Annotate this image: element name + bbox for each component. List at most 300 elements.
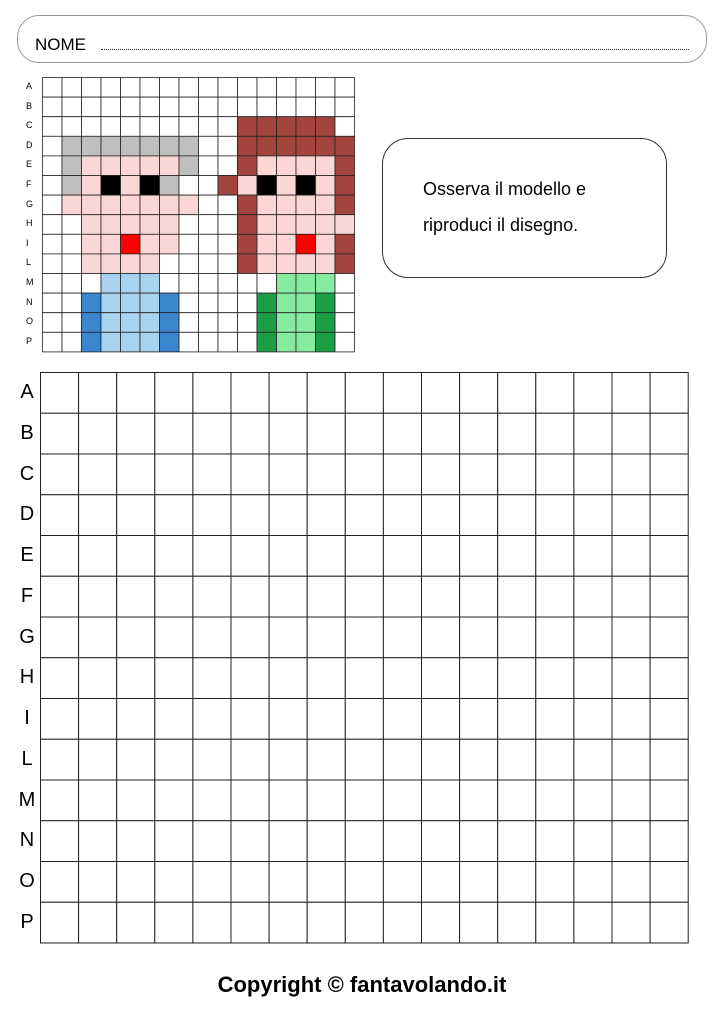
drawing-cell[interactable] bbox=[650, 536, 688, 577]
drawing-cell[interactable] bbox=[269, 821, 307, 862]
drawing-cell[interactable] bbox=[574, 862, 612, 903]
drawing-cell[interactable] bbox=[193, 862, 231, 903]
drawing-cell[interactable] bbox=[193, 576, 231, 617]
drawing-cell[interactable] bbox=[536, 536, 574, 577]
drawing-cell[interactable] bbox=[650, 454, 688, 495]
name-label: NOME bbox=[35, 35, 86, 54]
drawing-cell[interactable] bbox=[536, 617, 574, 658]
drawing-cell[interactable] bbox=[383, 536, 421, 577]
drawing-cell[interactable] bbox=[460, 821, 498, 862]
model-cell bbox=[316, 117, 336, 137]
drawing-cell[interactable] bbox=[650, 373, 688, 414]
drawing-cell[interactable] bbox=[536, 413, 574, 454]
drawing-cell[interactable] bbox=[269, 413, 307, 454]
model-cell bbox=[82, 274, 102, 294]
model-row-label: C bbox=[26, 120, 33, 131]
drawing-cell[interactable] bbox=[155, 413, 193, 454]
drawing-cell[interactable] bbox=[307, 495, 345, 536]
drawing-cell[interactable] bbox=[498, 739, 536, 780]
drawing-cell[interactable] bbox=[422, 413, 460, 454]
drawing-cell[interactable] bbox=[155, 780, 193, 821]
drawing-cell[interactable] bbox=[612, 821, 650, 862]
drawing-cell[interactable] bbox=[460, 617, 498, 658]
drawing-cell[interactable] bbox=[650, 739, 688, 780]
model-cell bbox=[160, 293, 180, 313]
drawing-cell[interactable] bbox=[612, 739, 650, 780]
drawing-cell[interactable] bbox=[269, 373, 307, 414]
drawing-cell[interactable] bbox=[345, 821, 383, 862]
drawing-cell[interactable] bbox=[460, 576, 498, 617]
model-cell bbox=[316, 332, 336, 352]
drawing-cell[interactable] bbox=[650, 821, 688, 862]
drawing-cell[interactable] bbox=[269, 862, 307, 903]
drawing-cell[interactable] bbox=[41, 454, 79, 495]
drawing-cell[interactable] bbox=[41, 902, 79, 943]
drawing-cell[interactable] bbox=[79, 373, 117, 414]
drawing-cell[interactable] bbox=[79, 862, 117, 903]
drawing-cell[interactable] bbox=[422, 780, 460, 821]
drawing-cell[interactable] bbox=[498, 780, 536, 821]
model-cell bbox=[199, 136, 219, 156]
drawing-cell[interactable] bbox=[231, 536, 269, 577]
model-cell bbox=[296, 254, 316, 274]
drawing-cell[interactable] bbox=[117, 658, 155, 699]
drawing-cell[interactable] bbox=[460, 699, 498, 740]
main-row-labels bbox=[14, 372, 40, 943]
model-cell bbox=[62, 215, 82, 235]
drawing-cell[interactable] bbox=[269, 739, 307, 780]
drawing-cell[interactable] bbox=[231, 413, 269, 454]
model-cell bbox=[316, 234, 336, 254]
drawing-cell[interactable] bbox=[612, 576, 650, 617]
drawing-cell[interactable] bbox=[231, 617, 269, 658]
drawing-cell[interactable] bbox=[117, 576, 155, 617]
drawing-cell[interactable] bbox=[383, 373, 421, 414]
model-cell bbox=[335, 274, 355, 294]
drawing-cell[interactable] bbox=[231, 862, 269, 903]
drawing-cell[interactable] bbox=[193, 413, 231, 454]
drawing-cell[interactable] bbox=[79, 739, 117, 780]
drawing-cell[interactable] bbox=[574, 821, 612, 862]
drawing-cell[interactable] bbox=[383, 617, 421, 658]
drawing-cell[interactable] bbox=[383, 739, 421, 780]
model-cell bbox=[121, 78, 141, 98]
model-cell bbox=[257, 195, 277, 215]
drawing-cell[interactable] bbox=[269, 617, 307, 658]
model-cell bbox=[335, 195, 355, 215]
drawing-cell[interactable] bbox=[79, 780, 117, 821]
drawing-cell[interactable] bbox=[498, 495, 536, 536]
drawing-cell[interactable] bbox=[117, 454, 155, 495]
drawing-cell[interactable] bbox=[41, 576, 79, 617]
drawing-cell[interactable] bbox=[193, 617, 231, 658]
drawing-cell[interactable] bbox=[422, 576, 460, 617]
drawing-cell[interactable] bbox=[79, 576, 117, 617]
drawing-cell[interactable] bbox=[536, 699, 574, 740]
main-row-label: C bbox=[19, 462, 35, 485]
model-cell bbox=[316, 195, 336, 215]
drawing-cell[interactable] bbox=[41, 739, 79, 780]
drawing-cell[interactable] bbox=[345, 617, 383, 658]
model-cell bbox=[179, 274, 199, 294]
drawing-cell[interactable] bbox=[79, 617, 117, 658]
drawing-cell[interactable] bbox=[460, 902, 498, 943]
drawing-cell[interactable] bbox=[307, 617, 345, 658]
model-cell bbox=[199, 117, 219, 137]
drawing-cell[interactable] bbox=[117, 780, 155, 821]
drawing-cell[interactable] bbox=[650, 413, 688, 454]
drawing-cell[interactable] bbox=[612, 373, 650, 414]
drawing-cell[interactable] bbox=[498, 617, 536, 658]
drawing-cell[interactable] bbox=[650, 862, 688, 903]
model-cell bbox=[335, 234, 355, 254]
drawing-cell[interactable] bbox=[536, 658, 574, 699]
drawing-cell[interactable] bbox=[117, 536, 155, 577]
drawing-cell[interactable] bbox=[269, 780, 307, 821]
model-cell bbox=[238, 274, 258, 294]
drawing-cell[interactable] bbox=[193, 658, 231, 699]
drawing-cell[interactable] bbox=[383, 413, 421, 454]
drawing-cell[interactable] bbox=[498, 902, 536, 943]
model-row-labels bbox=[26, 77, 42, 351]
model-cell bbox=[335, 136, 355, 156]
drawing-cell[interactable] bbox=[498, 536, 536, 577]
drawing-cell[interactable] bbox=[422, 536, 460, 577]
drawing-cell[interactable] bbox=[193, 495, 231, 536]
drawing-cell[interactable] bbox=[460, 658, 498, 699]
drawing-cell[interactable] bbox=[574, 576, 612, 617]
drawing-cell[interactable] bbox=[460, 739, 498, 780]
drawing-cell[interactable] bbox=[155, 902, 193, 943]
drawing-cell[interactable] bbox=[345, 862, 383, 903]
drawing-cell[interactable] bbox=[536, 780, 574, 821]
drawing-cell[interactable] bbox=[41, 821, 79, 862]
drawing-cell[interactable] bbox=[345, 413, 383, 454]
drawing-cell[interactable] bbox=[650, 902, 688, 943]
drawing-cell[interactable] bbox=[117, 699, 155, 740]
drawing-cell[interactable] bbox=[307, 739, 345, 780]
drawing-cell[interactable] bbox=[650, 576, 688, 617]
drawing-cell[interactable] bbox=[460, 780, 498, 821]
drawing-cell[interactable] bbox=[117, 617, 155, 658]
model-cell bbox=[316, 97, 336, 117]
drawing-cell[interactable] bbox=[307, 454, 345, 495]
drawing-cell[interactable] bbox=[383, 821, 421, 862]
drawing-cell[interactable] bbox=[612, 862, 650, 903]
drawing-cell[interactable] bbox=[193, 821, 231, 862]
drawing-cell[interactable] bbox=[117, 413, 155, 454]
drawing-cell[interactable] bbox=[460, 862, 498, 903]
drawing-cell[interactable] bbox=[231, 699, 269, 740]
drawing-cell[interactable] bbox=[498, 576, 536, 617]
drawing-cell[interactable] bbox=[117, 739, 155, 780]
drawing-cell[interactable] bbox=[574, 699, 612, 740]
drawing-cell[interactable] bbox=[79, 658, 117, 699]
drawing-cell[interactable] bbox=[79, 699, 117, 740]
drawing-cell[interactable] bbox=[612, 454, 650, 495]
model-cell bbox=[277, 234, 297, 254]
drawing-cell[interactable] bbox=[79, 495, 117, 536]
drawing-cell[interactable] bbox=[536, 902, 574, 943]
drawing-cell[interactable] bbox=[612, 413, 650, 454]
drawing-cell[interactable] bbox=[498, 821, 536, 862]
drawing-cell[interactable] bbox=[460, 536, 498, 577]
drawing-cell[interactable] bbox=[117, 373, 155, 414]
drawing-cell[interactable] bbox=[193, 536, 231, 577]
model-cell bbox=[140, 293, 160, 313]
drawing-cell[interactable] bbox=[422, 617, 460, 658]
drawing-cell[interactable] bbox=[79, 902, 117, 943]
model-cell bbox=[82, 97, 102, 117]
drawing-cell[interactable] bbox=[650, 780, 688, 821]
drawing-cell[interactable] bbox=[269, 536, 307, 577]
drawing-cell[interactable] bbox=[79, 413, 117, 454]
model-cell bbox=[101, 313, 121, 333]
drawing-cell[interactable] bbox=[155, 576, 193, 617]
drawing-cell[interactable] bbox=[612, 699, 650, 740]
drawing-cell[interactable] bbox=[155, 617, 193, 658]
drawing-cell[interactable] bbox=[574, 373, 612, 414]
drawing-cell[interactable] bbox=[231, 576, 269, 617]
model-cell bbox=[296, 195, 316, 215]
drawing-cell[interactable] bbox=[41, 780, 79, 821]
drawing-cell[interactable] bbox=[193, 780, 231, 821]
model-cell bbox=[296, 234, 316, 254]
drawing-cell[interactable] bbox=[422, 862, 460, 903]
drawing-cell[interactable] bbox=[498, 862, 536, 903]
model-cell bbox=[257, 313, 277, 333]
drawing-cell[interactable] bbox=[422, 373, 460, 414]
drawing-cell[interactable] bbox=[307, 536, 345, 577]
drawing-cell[interactable] bbox=[612, 658, 650, 699]
drawing-cell[interactable] bbox=[155, 454, 193, 495]
drawing-cell[interactable] bbox=[307, 373, 345, 414]
model-cell bbox=[296, 215, 316, 235]
drawing-cell[interactable] bbox=[345, 780, 383, 821]
drawing-cell[interactable] bbox=[231, 780, 269, 821]
drawing-cell[interactable] bbox=[536, 576, 574, 617]
drawing-cell[interactable] bbox=[41, 536, 79, 577]
drawing-cell[interactable] bbox=[193, 739, 231, 780]
drawing-cell[interactable] bbox=[460, 454, 498, 495]
drawing-cell[interactable] bbox=[155, 862, 193, 903]
model-cell bbox=[238, 195, 258, 215]
drawing-cell[interactable] bbox=[422, 495, 460, 536]
drawing-cell[interactable] bbox=[422, 658, 460, 699]
drawing-cell[interactable] bbox=[231, 373, 269, 414]
drawing-cell[interactable] bbox=[422, 699, 460, 740]
drawing-cell[interactable] bbox=[422, 454, 460, 495]
model-cell bbox=[296, 97, 316, 117]
model-cell bbox=[140, 176, 160, 196]
drawing-cell[interactable] bbox=[345, 902, 383, 943]
drawing-cell[interactable] bbox=[345, 658, 383, 699]
drawing-cell[interactable] bbox=[117, 902, 155, 943]
drawing-cell[interactable] bbox=[155, 495, 193, 536]
drawing-cell[interactable] bbox=[498, 413, 536, 454]
drawing-cell[interactable] bbox=[155, 658, 193, 699]
model-cell bbox=[43, 97, 63, 117]
instruction-text bbox=[423, 171, 586, 243]
drawing-cell[interactable] bbox=[650, 699, 688, 740]
model-cell bbox=[82, 332, 102, 352]
drawing-cell[interactable] bbox=[193, 373, 231, 414]
drawing-cell[interactable] bbox=[269, 495, 307, 536]
drawing-cell[interactable] bbox=[41, 699, 79, 740]
drawing-cell[interactable] bbox=[498, 658, 536, 699]
model-cell bbox=[296, 332, 316, 352]
drawing-cell[interactable] bbox=[345, 576, 383, 617]
drawing-cell[interactable] bbox=[41, 495, 79, 536]
drawing-cell[interactable] bbox=[460, 495, 498, 536]
drawing-cell[interactable] bbox=[307, 658, 345, 699]
model-cell bbox=[296, 136, 316, 156]
drawing-cell[interactable] bbox=[345, 739, 383, 780]
drawing-cell[interactable] bbox=[307, 902, 345, 943]
drawing-cell[interactable] bbox=[345, 373, 383, 414]
model-row-label: E bbox=[26, 159, 33, 170]
drawing-cell[interactable] bbox=[269, 658, 307, 699]
model-cell bbox=[160, 78, 180, 98]
drawing-cell[interactable] bbox=[345, 536, 383, 577]
drawing-cell[interactable] bbox=[307, 862, 345, 903]
drawing-cell[interactable] bbox=[231, 821, 269, 862]
drawing-cell[interactable] bbox=[460, 413, 498, 454]
drawing-cell[interactable] bbox=[498, 373, 536, 414]
model-cell bbox=[257, 136, 277, 156]
drawing-cell[interactable] bbox=[269, 902, 307, 943]
drawing-cell[interactable] bbox=[383, 576, 421, 617]
drawing-cell[interactable] bbox=[307, 699, 345, 740]
drawing-cell[interactable] bbox=[117, 862, 155, 903]
drawing-cell[interactable] bbox=[383, 454, 421, 495]
drawing-cell[interactable] bbox=[422, 739, 460, 780]
drawing-cell[interactable] bbox=[498, 699, 536, 740]
drawing-cell[interactable] bbox=[612, 617, 650, 658]
drawing-cell[interactable] bbox=[574, 739, 612, 780]
model-cell bbox=[257, 254, 277, 274]
drawing-cell[interactable] bbox=[536, 739, 574, 780]
drawing-cell[interactable] bbox=[307, 413, 345, 454]
model-cell bbox=[121, 274, 141, 294]
drawing-cell[interactable] bbox=[231, 658, 269, 699]
drawing-cell[interactable] bbox=[536, 495, 574, 536]
drawing-cell[interactable] bbox=[650, 658, 688, 699]
model-cell bbox=[160, 136, 180, 156]
model-cell bbox=[121, 215, 141, 235]
drawing-cell[interactable] bbox=[269, 699, 307, 740]
drawing-cell[interactable] bbox=[79, 821, 117, 862]
drawing-cell[interactable] bbox=[41, 862, 79, 903]
drawing-cell[interactable] bbox=[117, 821, 155, 862]
drawing-cell[interactable] bbox=[536, 862, 574, 903]
drawing-cell[interactable] bbox=[612, 780, 650, 821]
drawing-cell[interactable] bbox=[383, 862, 421, 903]
drawing-cell[interactable] bbox=[307, 780, 345, 821]
drawing-cell[interactable] bbox=[574, 536, 612, 577]
drawing-cell[interactable] bbox=[574, 413, 612, 454]
drawing-cell[interactable] bbox=[422, 821, 460, 862]
drawing-cell[interactable] bbox=[155, 373, 193, 414]
drawing-cell[interactable] bbox=[155, 739, 193, 780]
model-cell bbox=[179, 176, 199, 196]
drawing-cell[interactable] bbox=[612, 536, 650, 577]
drawing-cell[interactable] bbox=[612, 495, 650, 536]
drawing-cell[interactable] bbox=[536, 821, 574, 862]
drawing-cell[interactable] bbox=[650, 617, 688, 658]
drawing-cell[interactable] bbox=[574, 780, 612, 821]
drawing-cell[interactable] bbox=[155, 699, 193, 740]
drawing-cell[interactable] bbox=[307, 576, 345, 617]
drawing-cell[interactable] bbox=[231, 739, 269, 780]
model-cell bbox=[43, 136, 63, 156]
drawing-cell[interactable] bbox=[269, 576, 307, 617]
drawing-cell[interactable] bbox=[574, 495, 612, 536]
model-cell bbox=[257, 274, 277, 294]
drawing-cell[interactable] bbox=[193, 699, 231, 740]
model-cell bbox=[160, 97, 180, 117]
model-cell bbox=[277, 176, 297, 196]
drawing-cell[interactable] bbox=[536, 373, 574, 414]
drawing-cell[interactable] bbox=[460, 373, 498, 414]
drawing-cell[interactable] bbox=[231, 902, 269, 943]
model-cell bbox=[335, 156, 355, 176]
drawing-cell[interactable] bbox=[41, 373, 79, 414]
drawing-cell[interactable] bbox=[193, 902, 231, 943]
drawing-cell[interactable] bbox=[231, 454, 269, 495]
drawing-cell[interactable] bbox=[41, 413, 79, 454]
drawing-cell[interactable] bbox=[345, 454, 383, 495]
drawing-cell[interactable] bbox=[269, 454, 307, 495]
name-write-line[interactable] bbox=[101, 49, 689, 50]
drawing-cell[interactable] bbox=[345, 699, 383, 740]
drawing-cell[interactable] bbox=[155, 536, 193, 577]
model-cell bbox=[43, 234, 63, 254]
model-cell bbox=[277, 136, 297, 156]
drawing-cell[interactable] bbox=[231, 495, 269, 536]
drawing-cell[interactable] bbox=[155, 821, 193, 862]
drawing-cell[interactable] bbox=[422, 902, 460, 943]
drawing-cell[interactable] bbox=[536, 454, 574, 495]
drawing-cell[interactable] bbox=[383, 699, 421, 740]
drawing-cell[interactable] bbox=[117, 495, 155, 536]
drawing-cell[interactable] bbox=[383, 495, 421, 536]
drawing-cell[interactable] bbox=[574, 617, 612, 658]
drawing-cell[interactable] bbox=[79, 536, 117, 577]
drawing-cell[interactable] bbox=[383, 780, 421, 821]
main-row-label: O bbox=[19, 870, 35, 892]
drawing-cell[interactable] bbox=[498, 454, 536, 495]
model-cell bbox=[199, 176, 219, 196]
drawing-cell[interactable] bbox=[574, 658, 612, 699]
drawing-cell[interactable] bbox=[383, 658, 421, 699]
main-row-label: L bbox=[21, 747, 33, 770]
drawing-cell[interactable] bbox=[574, 902, 612, 943]
drawing-cell[interactable] bbox=[612, 902, 650, 943]
drawing-cell[interactable] bbox=[193, 454, 231, 495]
drawing-cell[interactable] bbox=[41, 617, 79, 658]
drawing-cell[interactable] bbox=[79, 454, 117, 495]
drawing-cell[interactable] bbox=[650, 495, 688, 536]
name-field-box bbox=[17, 15, 707, 63]
drawing-cell[interactable] bbox=[41, 658, 79, 699]
drawing-cell[interactable] bbox=[383, 902, 421, 943]
drawing-cell[interactable] bbox=[574, 454, 612, 495]
drawing-cell[interactable] bbox=[307, 821, 345, 862]
model-cell bbox=[218, 215, 238, 235]
drawing-cell[interactable] bbox=[345, 495, 383, 536]
model-cell bbox=[82, 254, 102, 274]
